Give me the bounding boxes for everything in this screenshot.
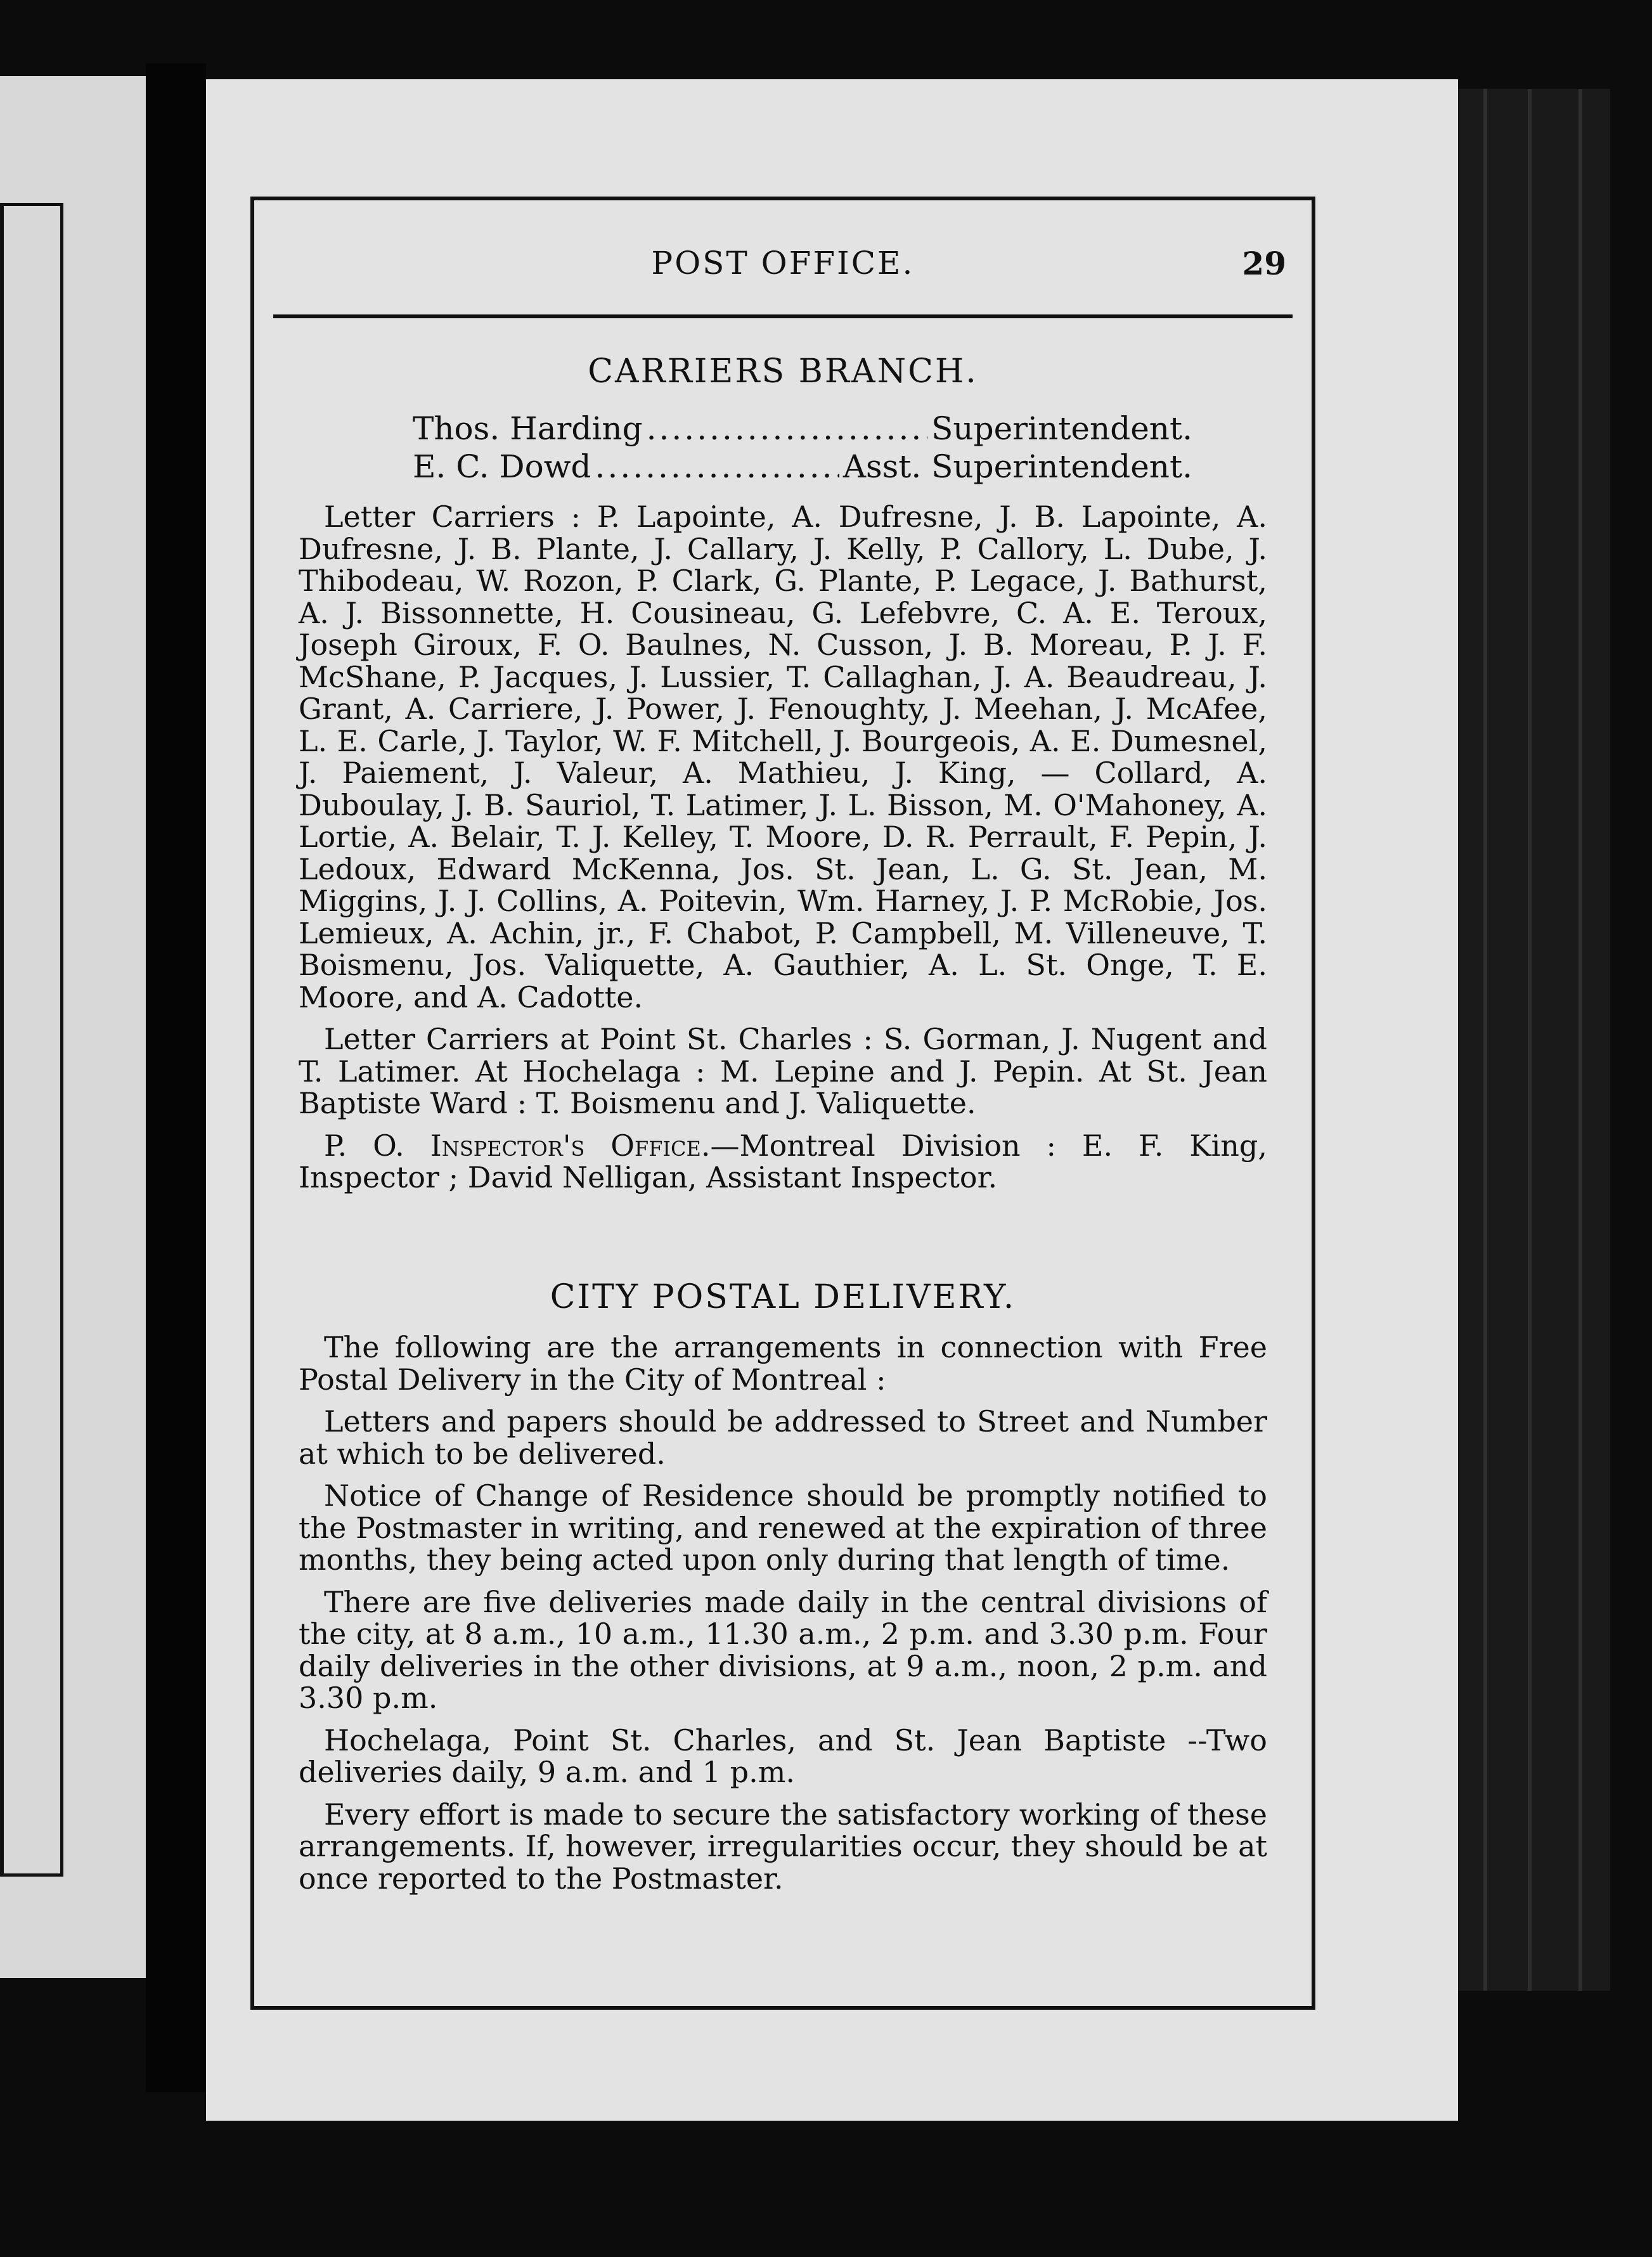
inspector-paragraph <box>299 1130 1267 1194</box>
inspector-label: P. O. Inspector's Office. <box>324 1128 711 1163</box>
page-content <box>299 200 1286 2006</box>
carriers-branch-heading: CARRIERS BRANCH. <box>588 352 978 391</box>
dot-leader <box>595 448 839 486</box>
delivery-paragraph: Letters and papers should be addressed to Street and Number at which to be delivered. <box>299 1404 1267 1471</box>
page-stack-edge <box>1458 89 1610 1991</box>
delivery-paragraph: The following are the arrangements in connection with Free Postal Delivery in the City of Montreal : <box>299 1330 1267 1397</box>
book-gutter <box>146 63 206 2092</box>
city-postal-delivery-section <box>299 1278 1267 1894</box>
delivery-paragraph: There are five deliveries made daily in the central divisions of the city, at 8 a.m., 10 a.m., 11.30 a.m., 2 p.m. and 3.30 p.m. Four daily deliveries in the other divisions, at 9 a.m., noon, 2 p.m. and 3.30 p.m. <box>299 1584 1267 1715</box>
city-postal-delivery-heading: CITY POSTAL DELIVERY. <box>550 1278 1016 1316</box>
scanned-page <box>206 79 1458 2121</box>
officer-row <box>413 448 1192 486</box>
officer-title: Superintendent. <box>931 410 1192 447</box>
officers-list <box>299 410 1267 486</box>
header-rule <box>273 314 1293 318</box>
officer-title: Asst. Superintendent. <box>842 448 1192 485</box>
dot-leader <box>647 410 928 448</box>
facing-page-border <box>0 203 63 1877</box>
page-edge-line <box>1528 89 1532 1991</box>
officer-row <box>413 410 1192 448</box>
delivery-paragraph: Hochelaga, Point St. Charles, and St. Jean Baptiste --Two deliveries daily, 9 a.m. and 1 p.m. <box>299 1723 1267 1789</box>
delivery-paragraph: Notice of Change of Residence should be promptly notified to the Postmaster in writing, and renewed at the expiration of three months, they being acted upon only during that length of time. <box>299 1478 1267 1577</box>
officer-name: E. C. Dowd <box>413 448 591 485</box>
carriers-branch-section <box>299 352 1267 1194</box>
page-number: 29 <box>1242 245 1286 282</box>
page-border-frame <box>250 197 1315 2010</box>
running-title: POST OFFICE. <box>651 245 915 281</box>
page-edge-line <box>1578 89 1582 1991</box>
facing-page-edge <box>0 76 165 1978</box>
officer-name: Thos. Harding <box>413 410 643 447</box>
delivery-paragraph: Every effort is made to secure the satisfactory working of these arrangements. If, however, irregularities occur, they should be at once reported to the Postmaster. <box>299 1797 1267 1896</box>
running-head <box>299 245 1286 283</box>
letter-carriers-paragraph: Letter Carriers : P. Lapointe, A. Dufresne, J. B. Lapointe, A. Dufresne, J. B. Plante, J. Callary, J. Kelly, P. Callory, L. Dube, J. Thibodeau, W. Rozon, P. Clark, G. Plante, P. Legace, J. Bathurst, A. J. Bissonnette, H. Cousineau, G. Lefebvre, C. A. E. Teroux, Joseph Giroux, F. O. Baulnes, N. Cusson, J. B. Moreau, P. J. F. McShane, P. Jacques, J. Lussier, T. Callaghan, J. A. Beaudreau, J. Grant, A. Carriere, J. Power, J. Fenoughty, J. Meehan, J. McAfee, L. E. Carle, J. Taylor, W. F. Mitchell, J. Bourgeois, A. E. Dumesnel, J. Paiement, J. Valeur, A. Mathieu, J. King, — Collard, A. Duboulay, J. B. Sauriol, T. Latimer, J. L. Bisson, M. O'Mahoney, A. Lortie, A. Belair, T. J. Kelley, T. Moore, D. R. Perrault, F. Pepin, J. Ledoux, Edward McKenna, Jos. St. Jean, L. G. St. Jean, M. Miggins, J. J. Collins, A. Poitevin, Wm. Harney, J. P. McRobie, Jos. Lemieux, A. Achin, jr., F. Chabot, P. Campbell, M. Villeneuve, T. Boismenu, Jos. Valiquette, A. Gauthier, A. L. St. Onge, T. E. Moore, and A. Cadotte. <box>299 500 1267 1014</box>
inspector-text: —Montreal Division : E. F. King, Inspector ; David Nelligan, Assistant Inspector. <box>299 1128 1267 1194</box>
point-st-charles-paragraph: Letter Carriers at Point St. Charles : S. Gorman, J. Nugent and T. Latimer. At Hochelaga : M. Lepine and J. Pepin. At St. Jean Baptiste Ward : T. Boismenu and J. Valiquette. <box>299 1022 1267 1120</box>
page-edge-line <box>1483 89 1487 1991</box>
